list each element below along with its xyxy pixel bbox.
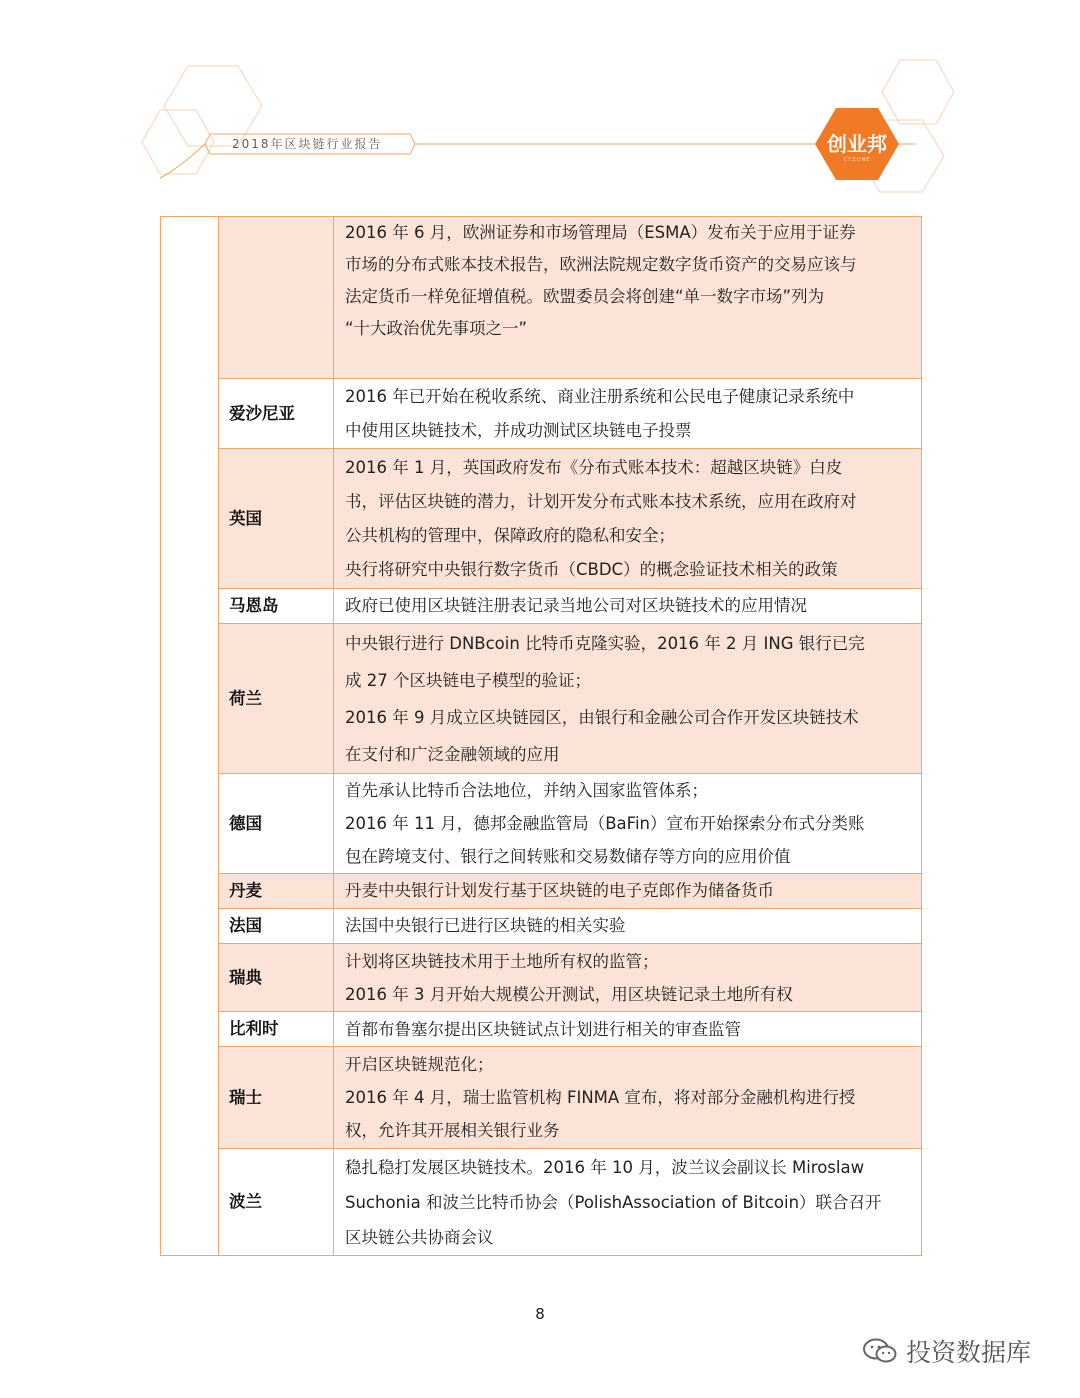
- country-cell: [219, 217, 334, 379]
- country-cell: 英国: [219, 449, 334, 589]
- policy-line: 法定货币一样免征增值税。欧盟委员会将创建“单一数字市场”列为: [345, 287, 825, 306]
- policy-line: 法国中央银行已进行区块链的相关实验: [345, 916, 626, 935]
- table-row: [161, 217, 922, 379]
- policy-line: 在支付和广泛金融领域的应用: [345, 744, 560, 764]
- policy-line: 中央银行进行 DNBcoin 比特币克隆实验，2016 年 2 月 ING 银行已完: [345, 633, 865, 653]
- policy-line: 2016 年 11 月，德邦金融监管局（BaFin）宣布开始探索分布式分类账: [345, 814, 865, 833]
- table-row: [161, 944, 922, 1012]
- policy-line: Suchonia 和波兰比特币协会（PolishAssociation of Bitcoin）联合召开: [345, 1192, 882, 1212]
- header-decoration: [0, 0, 1080, 200]
- table-row: [161, 1012, 922, 1047]
- watermark-text: 投资数据库: [906, 1338, 1032, 1367]
- policy-line: 成 27 个区块链电子模型的验证；: [345, 670, 591, 690]
- country-cell: 瑞士: [219, 1047, 334, 1149]
- policy-line: 首都布鲁塞尔提出区块链试点计划进行相关的审查监管: [345, 1019, 741, 1039]
- policy-line: 2016 年 4 月，瑞士监管机构 FINMA 宣布，将对部分金融机构进行授: [345, 1088, 856, 1107]
- country-cell: 丹麦: [219, 874, 334, 909]
- policy-line: 中使用区块链技术，并成功测试区块链电子投票: [345, 420, 692, 440]
- policy-line: 公共机构的管理中，保障政府的隐私和安全；: [345, 525, 675, 545]
- policy-line: 2016 年 6 月，欧洲证券和市场管理局（ESMA）发布关于应用于证券: [345, 223, 856, 242]
- page-number: 8: [535, 1305, 545, 1323]
- country-cell: 瑞典: [219, 944, 334, 1012]
- policy-cell: [334, 449, 922, 589]
- policy-cell: [334, 589, 922, 624]
- region-cell: [161, 217, 219, 1256]
- table-row: [161, 449, 922, 589]
- policy-cell: [334, 1012, 922, 1047]
- policy-cell: [334, 1047, 922, 1149]
- country-cell: 马恩岛: [219, 589, 334, 624]
- table-row: [161, 379, 922, 449]
- policy-line: 2016 年 1 月，英国政府发布《分布式账本技术：超越区块链》白皮: [345, 457, 843, 477]
- wechat-watermark: [862, 1334, 1031, 1368]
- policy-line: 市场的分布式账本技术报告，欧洲法院规定数字货币资产的交易应该与: [345, 255, 857, 274]
- policy-cell: [334, 379, 922, 449]
- brand-logo: 创业邦: [827, 132, 887, 156]
- policy-line: 首先承认比特币合法地位，并纳入国家监管体系；: [345, 781, 708, 800]
- policy-cell: [334, 217, 922, 379]
- table-row: [161, 909, 922, 944]
- table-row: [161, 624, 922, 774]
- policy-line: 书，评估区块链的潜力，计划开发分布式账本技术系统，应用在政府对: [345, 491, 857, 511]
- policy-line: 权，允许其开展相关银行业务: [345, 1121, 560, 1140]
- policy-line: 稳扎稳打发展区块链技术。2016 年 10 月，波兰议会副议长 Miroslaw: [345, 1157, 865, 1177]
- country-cell: 荷兰: [219, 624, 334, 774]
- policy-cell: [334, 944, 922, 1012]
- policy-cell: [334, 1149, 922, 1256]
- blockchain-policy-table: [160, 216, 922, 1256]
- policy-line: 开启区块链规范化；: [345, 1055, 494, 1074]
- country-cell: 德国: [219, 774, 334, 874]
- policy-cell: [334, 909, 922, 944]
- policy-line: 2016 年 9 月成立区块链园区，由银行和金融公司合作开发区块链技术: [345, 707, 859, 727]
- table-row: [161, 589, 922, 624]
- brand-logo-subtitle: CYZONE: [843, 157, 871, 163]
- policy-line: “十大政治优先事项之一”: [345, 319, 528, 338]
- wechat-icon: [862, 1337, 898, 1365]
- policy-cell: [334, 874, 922, 909]
- table-row: [161, 874, 922, 909]
- country-cell: 爱沙尼亚: [219, 379, 334, 449]
- report-title: 2018年区块链行业报告: [232, 137, 383, 151]
- policy-line: 央行将研究中央银行数字货币（CBDC）的概念验证技术相关的政策: [345, 559, 838, 579]
- table-row: [161, 774, 922, 874]
- policy-line: 计划将区块链技术用于土地所有权的监管；: [345, 951, 659, 971]
- policy-line: 2016 年 3 月开始大规模公开测试，用区块链记录土地所有权: [345, 984, 793, 1004]
- policy-line: 2016 年已开始在税收系统、商业注册系统和公民电子健康记录系统中: [345, 386, 855, 406]
- policy-line: 政府已使用区块链注册表记录当地公司对区块链技术的应用情况: [345, 596, 807, 615]
- country-cell: 法国: [219, 909, 334, 944]
- country-cell: 波兰: [219, 1149, 334, 1256]
- policy-cell: [334, 774, 922, 874]
- policy-cell: [334, 624, 922, 774]
- policy-line: 丹麦中央银行计划发行基于区块链的电子克郎作为储备货币: [345, 881, 774, 900]
- policy-line: 包在跨境支付、银行之间转账和交易数储存等方向的应用价值: [345, 847, 791, 866]
- policy-line: 区块链公共协商会议: [345, 1227, 494, 1247]
- table-row: [161, 1047, 922, 1149]
- country-cell: 比利时: [219, 1012, 334, 1047]
- table-row: [161, 1149, 922, 1256]
